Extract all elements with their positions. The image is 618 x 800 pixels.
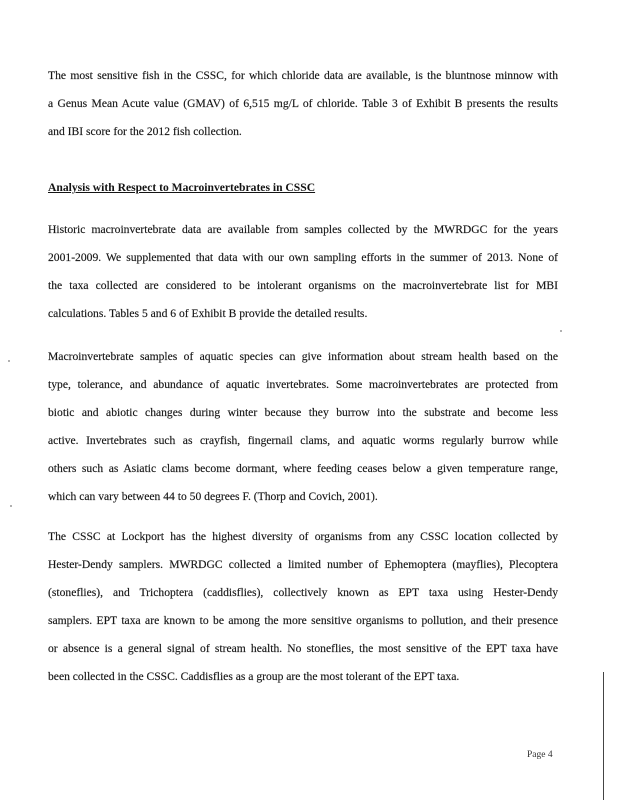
paragraph-line: The most sensitive fish in the CSSC, for which chloride data are available, is the bluntnose minnow with <box>48 69 558 82</box>
section-heading: Analysis with Respect to Macroinvertebrates in CSSC <box>48 181 316 194</box>
scan-speck <box>560 330 562 332</box>
scan-speck <box>10 505 12 507</box>
paragraph-line: and IBI score for the 2012 fish collection. <box>48 125 242 138</box>
paragraph-line: been collected in the CSSC. Caddisflies as a group are the most tolerant of the EPT taxa. <box>48 670 460 683</box>
paragraph-line: the taxa collected are considered to be intolerant organisms on the macroinvertebrate list for MBI <box>48 279 558 292</box>
paragraph-line: Historic macroinvertebrate data are available from samples collected by the MWRDGC for the years <box>48 223 558 236</box>
paragraph-line: or absence is a general signal of stream health. No stoneflies, the most sensitive of the EPT taxa have <box>48 642 558 655</box>
paragraph-line: a Genus Mean Acute value (GMAV) of 6,515 mg/L of chloride. Table 3 of Exhibit B presents the results <box>48 97 558 110</box>
paragraph-line: biotic and abiotic changes during winter because they burrow into the substrate and become less <box>48 406 558 419</box>
paragraph-line: which can vary between 44 to 50 degrees F. (Thorp and Covich, 2001). <box>48 490 378 503</box>
page-number: Page 4 <box>527 750 553 760</box>
paragraph-line: others such as Asiatic clams become dormant, where feeding ceases below a given temperature range, <box>48 462 558 475</box>
paragraph-line: type, tolerance, and abundance of aquatic invertebrates. Some macroinvertebrates are protected from <box>48 378 558 391</box>
paragraph-line: The CSSC at Lockport has the highest diversity of organisms from any CSSC location collected by <box>48 530 558 543</box>
paragraph-line: 2001-2009. We supplemented that data with our own sampling efforts in the summer of 2013. None of <box>48 251 558 264</box>
paragraph-line: (stoneflies), and Trichoptera (caddisflies), collectively known as EPT taxa using Hester-Dendy <box>48 586 558 599</box>
paragraph-line: samplers. EPT taxa are known to be among the more sensitive organisms to pollution, and their presence <box>48 614 558 627</box>
scan-edge-line <box>603 672 604 800</box>
paragraph-line: Hester-Dendy samplers. MWRDGC collected a limited number of Ephemoptera (mayflies), Plecoptera <box>48 558 558 571</box>
scan-speck <box>8 360 10 362</box>
paragraph-line: Macroinvertebrate samples of aquatic species can give information about stream health based on the <box>48 350 558 363</box>
paragraph-line: active. Invertebrates such as crayfish, fingernail clams, and aquatic worms regularly burrow while <box>48 434 558 447</box>
paragraph-line: calculations. Tables 5 and 6 of Exhibit B provide the detailed results. <box>48 307 368 320</box>
